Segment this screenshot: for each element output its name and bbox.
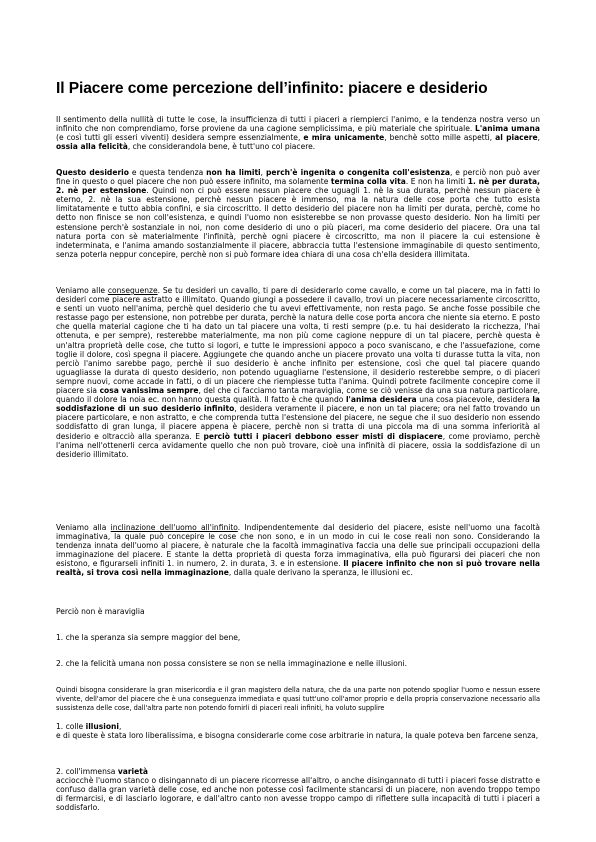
bold-phrase: varietà [117, 767, 148, 776]
bold-phrase: cosa vanissima sempre [99, 386, 199, 396]
bold-phrase: al piacere [495, 133, 538, 143]
paragraph-misericordia: Quindi bisogna considerare la gran misericordia e il gran magistero della natura, che da una parte non potendo spogliar l'uomo e nessun essere vivente, dell'amor del piacere che è una conseguenza immediata e quasi tutt'uno coll'amor proprio e della propria conservazione necessario alla sussistenza delle cose, dall'altra parte non potendo fornirli di piaceri reali infiniti, ha voluto supplire [56, 686, 540, 712]
paragraph-intro: Il sentimento della nullità di tutte le cose, la insufficienza di tutti i piaceri a riempierci l'animo, e la tendenza nostra verso un infinito che non comprendiamo, forse proviene da una cagione semplicissima, e più materiale che spirituale. L'anima umana (e così tutti gli esseri viventi) desidera sempre essenzialmente, e mira unicamente, benchè sotto mille aspetti, al piacere, ossia alla felicità, che considerandola bene, è tutt'uno col piacere. [56, 115, 541, 152]
list-item-1: 1. che la speranza sia sempre maggior del bene, [56, 633, 241, 642]
bold-phrase: termina colla vita [330, 177, 406, 187]
page-title: Il Piacere come percezione dell’infinito: piacere e desiderio [56, 80, 488, 97]
paragraph-conseguenze: Veniamo alle conseguenze. Se tu desideri un cavallo, ti pare di desiderarlo come cavallo, e come un tal piacere, ma in fatti lo desideri come piacere astratto e illimitato. Quando giungi a possedere il cavallo, trovi un piacere necessariamente circoscritto, e senti un vuoto nell'anima, perchè quel desiderio che tu avevi effettivamente, non resta pago. Se anche fosse possibile che restasse pago per estensione, non potrebbe per durata, perchè la natura delle cose porta ancora che niente sia eterno. E posto che quella material cagione che ti ha dato un tal piacere una volta, ti resti sempre (p.e. tu hai desiderato la ricchezza, l'hai ottenuta, e per sempre), resterebbe materialmente, ma non più come cagione neppure di un tal piacere, perchè questa è un'altra proprietà delle cose, che tutto si logori, e tutte le impressioni appoco a poco svaniscano, e che l'assuefazione, come toglie il dolore, così spegna il piacere. Aggiungete che quando anche un piacere provato una volta ti durasse tutta la vita, non perciò l'animo sarebbe pago, perchè il suo desiderio è anche infinito per estensione, così che quel tal piacere quando uguagliasse la durata di questo desiderio, non potendo uguagliarne l'estensione, il desiderio resterebbe sempre, o di piaceri sempre nuovi, come accade in fatti, o di un piacere che riempiesse tutta l'anima. Quindi potrete facilmente concepire come il piacere sia cosa vanissima sempre, del che ci facciamo tanta maraviglia, come se ciò venisse da una sua natura particolare, quando il dolore la noia ec. non hanno questa qualità. Il fatto è che quando l'anima desidera una cosa piacevole, desidera la soddisfazione di un suo desiderio infinito, desidera veramente il piacere, e non un tal piacere; ora nel fatto trovando un piacere particolare, e non astratto, e che comprenda tutta l'estensione del piacere, ne segue che il suo desiderio non essendo soddisfatto di gran lunga, il piacere appena è piacere, perchè non si tratta di una piccola ma di una somma inferiorità al desiderio e oltracciò alla speranza. E perciò tutti i piaceri debbono esser misti di dispiacere, come proviamo, perchè l'anima nell'ottenerli cerca avidamente quello che non può trovare, cioè una infinità di piacere, ossia la soddisfazione di un desiderio illimitato. [56, 286, 541, 459]
paragraph-percio: Perciò non è maraviglia [56, 607, 145, 616]
paragraph-inclinazione: Veniamo alla inclinazione dell'uomo all'infinito. Indipendentemente dal desiderio del piacere, esiste nell'uomo una facoltà immaginativa, la quale può concepire le cose che non sono, e in un modo in cui le cose reali non sono. Considerando la tendenza innata dell'uomo al piacere, è naturale che la facoltà immaginativa faccia una delle sue principali occupazioni della immaginazione del piacere. E stante la detta proprietà di questa forza immaginativa, ella può figurarsi dei piaceri che non esistono, e figurarseli infiniti 1. in numero, 2. in durata, 3. e in estensione. Il piacere infinito che non si può trovare nella realtà, si trova così nella immaginazione, dalla quale derivano la speranza, le illusioni ec. [56, 523, 540, 578]
bold-phrase: la soddisfazione di un suo desiderio infinito [56, 395, 540, 414]
bold-phrase: perch'è ingenita o congenita coll'esistenza [265, 168, 450, 177]
bold-phrase: L'anima umana [475, 124, 540, 134]
bold-phrase: e mira unicamente [303, 133, 385, 143]
list-item-2: 2. che la felicità umana non possa consistere se non se nella immaginazione e nelle illusioni. [56, 659, 408, 668]
bold-phrase: perciò tutti i piaceri debbono esser misti di dispiacere [203, 431, 443, 441]
paragraph-varieta: 2. coll'immensa varietà acciocchè l'uomo stanco o disingannato di un piacere ricorresse all'altro, o anche disingannato di tutti i piaceri fosse distratto e confuso dalla gran varietà delle cose, ed anche non potesse così facilmente stancarsi di un piacere, non avendo troppo tempo di fermarcisi, e di lasciarlo logorare, e dall'altro canto non avesse troppo campo di riflettere sulla incapacità di tutti i piaceri a soddisfarlo. [56, 767, 540, 813]
bold-phrase: illusioni [85, 722, 119, 731]
bold-phrase: Questo desiderio [56, 168, 129, 177]
bold-phrase: Il piacere infinito che non si può trovare nella realtà, si trova così nella immaginazione [56, 559, 540, 578]
bold-phrase: non ha limiti [206, 168, 261, 177]
underlined-phrase: inclinazione dell'uomo all'infinito [110, 523, 238, 532]
bold-phrase: l'anima desidera [345, 395, 417, 405]
paragraph-illusioni: 1. colle illusioni, e di queste è stata loro liberalissima, e bisogna considerarle come cose arbitrarie in natura, la quale poteva ben farcene senza, [56, 722, 539, 741]
bold-phrase: 1. nè per durata, 2. nè per estensione [56, 177, 540, 196]
underlined-phrase: conseguenze [107, 286, 158, 295]
bold-phrase: ossia alla felicità [56, 142, 128, 152]
paragraph-desiderio: Questo desiderio e questa tendenza non ha limiti, perch'è ingenita o congenita coll'esistenza, e perciò non può aver fine in questo o quel piacere che non può essere infinito, ma solamente termina colla vita. E non ha limiti 1. nè per durata, 2. nè per estensione. Quindi non ci può essere nessun piacere che uguagli 1. nè la sua durata, perchè nessun piacere è eterno, 2. nè la sua estensione, perchè nessun piacere è immenso, ma la natura delle cose porta che tutto esista limitatamente e tutto abbia confini, e sia circoscritto. Il detto desiderio del piacere non ha limiti per durata, perchè, come ho detto non finisce se non coll'esistenza, e quindi l'uomo non esisterebbe se non provasse questo desiderio. Non ha limiti per estensione perch'è sostanziale in noi, non come desiderio di uno o più piaceri, ma come desiderio del piacere. Ora una tal natura porta con sè materialmente l'infinità, perchè ogni piacere è circoscritto, ma non il piacere la cui estensione è indeterminata, e l'anima amando sostanzialmente il piacere, abbraccia tutta l'estensione immaginabile di questo sentimento, senza poterla neppur concepire, perchè non si può formare idea chiara di una cosa ch'ella desidera illimitata. [56, 168, 540, 259]
